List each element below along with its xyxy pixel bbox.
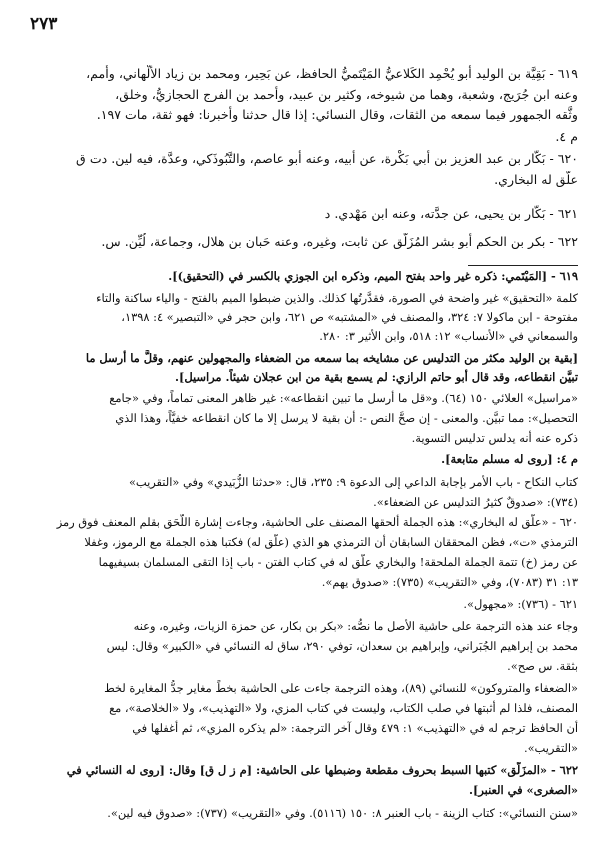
main-line: علَّق له البخاري. [494, 172, 578, 187]
footnote-line: ذكره عنه أنه يدلس تدليس التسوية. [411, 431, 578, 445]
main-line: وعنه ابن جُرَيج، وشعبة، وهما من شيوخه، وكثير بن عبيد، وأحمد بن الفرج الحجازيُّ، وخلق، [115, 87, 578, 102]
footnote-line: بثقة. س صح». [507, 659, 578, 673]
footnote-line: كتاب النكاح - باب الأمر بإجابة الداعي إلى الدعوة ٩: ٢٣٥، قال: «حدثنا الزُّبَيدي» وفي «التقريب» [128, 475, 578, 489]
footnote-line: محمد بن إبراهيم الجُبَراني، وإبراهيم بن سعدان، توفي ٢٩٠، ساق له النسائي في «الكبير» وقال: ليس [106, 639, 578, 653]
footnote-line: م ٤: [روى له مسلم متابعة]. [441, 452, 578, 466]
footnote-line: ١٣: ٣١ (٧٠٨٣)، وفي «التقريب» (٧٣٥): «صدوق يهم». [321, 575, 578, 589]
main-line: ٦٢٠ - بَكَّار بن عبد العزيز بن أبي بَكْرة، عن أبيه، وعنه أبو عاصم، والتَّبُوذَكي، وعدَّة، فيه لين. دت ق [76, 151, 578, 166]
main-line: ٦٢٢ - بكر بن الحكم أبو بشر المُزَلَّق عن ثابت، وغيره، وعنه حَبان بن هلال، وجماعة، لُيِّن. س. [101, 234, 578, 249]
footnote-line: «الضعفاء والمتروكون» للنسائي (٨٩)، وهذه الترجمة جاءت على الحاشية بخطٍّ مغاير جدُّ المغايرة لخط [104, 681, 578, 695]
footnote-line: عن رمز (خ) تتمة الجملة الملحقة! والبخاري علَّق له في كتاب الفتن - باب إذا التقى المسلمان بسيفيهما [98, 555, 578, 569]
main-line: وثَّقه الجمهور فيما سمعه من الثقات، وقال النسائي: إذا قال حدثنا وأخبرنا: فهو ثقة، مات ١٩٧. [96, 107, 578, 122]
footnote-line: المصنف، فلذا لم أثبتها في صلب الكتاب، وليست في كتاب المزي، ولا «التهذيب»، ولا «الخلاصة»، مع [109, 701, 578, 715]
footnote-line: التحصيل»: مما تبيَّن. والمعنى - إن صحَّ النص -: أن بقية لا يرسل إلا ما كان انقطاعه خفيَّاً، وهذا الذي [115, 411, 578, 425]
footnote-line: (٧٣٤): «صدوقٌ كثيرُ التدليس عن الضعفاء». [373, 495, 578, 509]
footnote-separator [468, 265, 578, 266]
footnote-line: وجاء عند هذه الترجمة على حاشية الأصل ما نصُّه: «بكر بن بكار، عن حمزة الزيات، وغيره، وعنه [133, 619, 578, 633]
footnote-line: «التقريب». [523, 741, 578, 755]
footnote-line: «سنن النسائي»: كتاب الزينة - باب العنبر ٨: ١٥٠ (٥١١٦). وفي «التقريب» (٧٣٧): «صدوق فيه لين». [107, 806, 578, 820]
footnote-line: كلمة «التحقيق» غير واضحة في الصورة، فقدَّرتُها كذلك. والذين ضبطوا الميم بالفتح - والياء ساكنة والتاء [96, 291, 578, 305]
footnote-line: ٦٢٢ - «المزَلَّق» كتبها السبط بحروف مقطعة وضبطها على الحاشية: [م ز ل ق] وقال: [روى له النسائي في [66, 763, 578, 777]
main-line: ٦٢١ - بَكَّار بن يحيى، عن جدَّته، وعنه ابن مَهْدي. د [324, 206, 578, 221]
footnote-line: ٦٢١ - (٧٣٦): «مجهول». [463, 597, 578, 611]
footnote-line: الترمذي «ت»، فظن المحققان السابقان أن الترمذي هو الذي (علَّق له) فكتبا هذه الجملة مع الرموز، وغفلا [84, 535, 578, 549]
footnote-line: ٦١٩ - [المَيْتَمي: ذكره غير واحد بفتح الميم، وذكره ابن الجوزي بالكسر في (التحقيق)]. [168, 269, 578, 283]
footnote-line: «مراسيل» العلائي ١٥٠ (٦٤). و«قل ما أرسل ما تبين انقطاعه»: غير ظاهر المعنى تماماً، وفي «جامع [109, 391, 578, 405]
page-number: ٢٧٣ [30, 14, 58, 34]
main-line: ٦١٩ - بَقِيَّة بن الوليد أبو يُحْمِد الكَلاعيُّ المَيْتَميُّ الحافظ، عن بَحِير، ومحمد بن زياد الألْهاني، وأُمم، [86, 66, 578, 81]
footnote-line: مفتوحة - ابن ماكولا ٧: ٣٢٤، والمصنف في «المشتبه» ص ٦٢١، وابن حجر في «التبصير» ٤: ١٣٩٨، [121, 310, 578, 324]
footnote-line: ٦٢٠ - «علَّق له البخاري»: هذه الجملة ألحقها المصنف على الحاشية، وجاءت إشارة اللَّحَق بقلم المعنف فوق رمز [56, 515, 578, 529]
footnote-line: «الصغرى» في العنبر]. [469, 783, 578, 797]
footnote-line: أن الحافظ ترجم له في «التهذيب» ١: ٤٧٩ وقال آخر الترجمة: «لم يذكره المزي»، ثم أغفلها في [132, 721, 578, 735]
footnote-line: [بقية بن الوليد مكثر من التدليس عن مشايخه بما سمعه من الضعفاء والمجهولين عنهم، وقلَّ ما أرسل ما [85, 351, 578, 365]
main-line: م ٤. [555, 129, 578, 144]
footnote-line: تبيَّن انقطاعه، وقد قال أبو حاتم الرازي: لم يسمع بقية من ابن عجلان شيئاً. مراسيل]. [175, 370, 578, 384]
footnote-line: والسمعاني في «الأنساب» ١٢: ٥١٨، وابن الأثير ٣: ٢٨٠. [319, 329, 578, 343]
